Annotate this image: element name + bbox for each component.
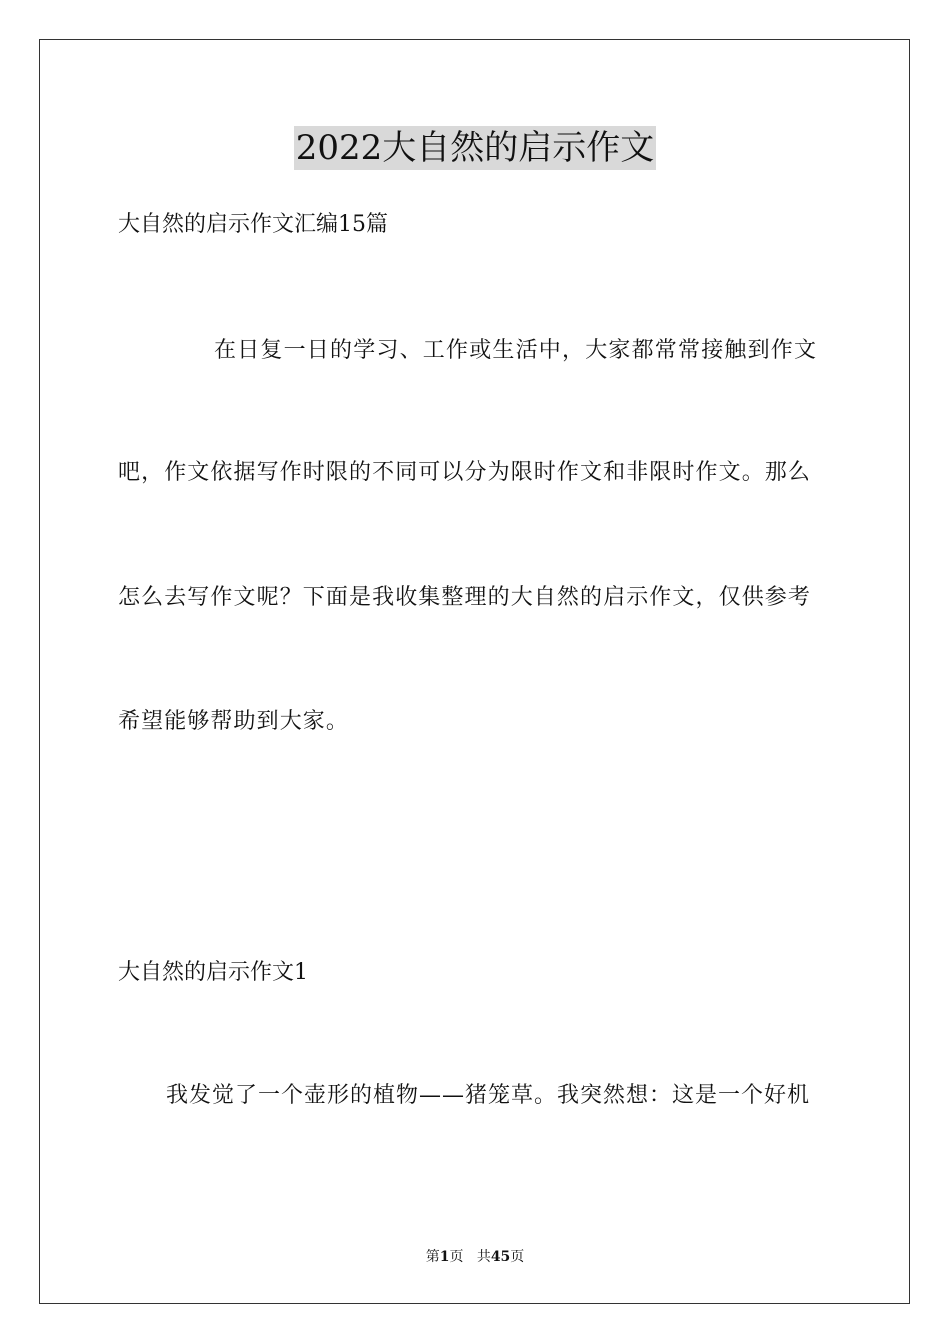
document-title: 2022大自然的启示作文 [295, 128, 655, 168]
footer-page-number: 1 [439, 1249, 450, 1265]
intro-paragraph-line: 怎么去写作文呢？下面是我收集整理的大自然的启示作文，仅供参考 [118, 585, 812, 610]
footer-total-prefix: 共 [476, 1249, 491, 1265]
footer-page-prefix: 第 [425, 1249, 440, 1265]
intro-paragraph-line: 吧，作文依据写作时限的不同可以分为限时作文和非限时作文。那么 [118, 460, 812, 485]
intro-paragraph-line: 希望能够帮助到大家。 [118, 709, 350, 734]
footer-total-pages: 45 [490, 1249, 511, 1265]
title-container [0, 126, 950, 170]
footer-total-suffix: 页 [510, 1249, 525, 1265]
document-subtitle: 大自然的启示作文汇编15篇 [118, 212, 388, 237]
section-heading: 大自然的启示作文1 [118, 960, 308, 985]
footer-page-suffix: 页 [449, 1249, 464, 1265]
intro-paragraph-line: 在日复一日的学习、工作或生活中，大家都常常接触到作文 [214, 338, 818, 363]
page-footer [0, 1248, 950, 1266]
section-paragraph-line: 我发觉了一个壶形的植物——猪笼草。我突然想：这是一个好机 [166, 1083, 811, 1108]
